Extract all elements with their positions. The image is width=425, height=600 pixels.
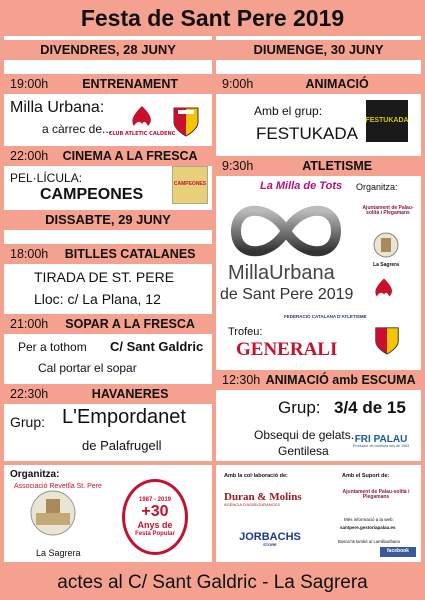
web-label: Més informació a la web: xyxy=(344,517,394,522)
event-name: BITLLES CATALANES xyxy=(64,247,196,261)
jorbachs-text: JORBACHS xyxy=(239,530,301,543)
web-link[interactable]: santpere.gestoriapalau.es xyxy=(340,525,396,530)
fripalau-logo-text: FRI PALAU xyxy=(354,433,408,445)
event-time: 12:30h xyxy=(222,373,261,387)
generali-logo: GENERALI xyxy=(236,339,338,360)
event-sopar xyxy=(4,314,212,334)
poster-title: Festa de Sant Pere 2019 xyxy=(80,5,345,31)
detail-line: Milla Urbana: xyxy=(10,99,105,116)
organizer-panel xyxy=(4,465,212,562)
event-escuma xyxy=(216,370,421,390)
badge-number: +30 xyxy=(141,503,169,521)
detail-line: PEL·LÍCULA: xyxy=(10,171,83,185)
day-friday: DIVENDRES, 28 JUNY xyxy=(4,40,212,60)
trofeu-label: Trofeu: xyxy=(228,326,263,338)
group-name: FESTUKADA xyxy=(256,124,359,143)
event-name: ANIMACIÓ amb ESCUMA xyxy=(265,373,416,387)
event-name: SOPAR A LA FRESCA xyxy=(65,317,195,331)
event-name: HAVANERES xyxy=(91,387,169,401)
association-name: Associació Revetlla St. Pere xyxy=(14,483,102,490)
ajuntament-logo-text: Ajuntament de Palau-solità i Plegamans xyxy=(342,488,410,500)
shield-icon xyxy=(170,104,202,138)
festukada-logo xyxy=(366,100,408,142)
detail-line: Gentilesa xyxy=(278,444,329,458)
event-time: 19:00h xyxy=(10,77,49,91)
infinity-logo-icon xyxy=(226,198,346,264)
association-logo xyxy=(18,481,88,543)
event-name: ENTRENAMENT xyxy=(82,77,179,91)
club-atletic-logo xyxy=(366,276,402,308)
milla-script-title: La Milla de Tots xyxy=(260,180,343,192)
federacio-logo-text: FEDERACIÓ CATALANA D'ATLETISME xyxy=(284,314,367,319)
collab-label: Amb la col·laboració de: xyxy=(224,473,288,479)
badge-text: Anys de xyxy=(137,519,173,530)
sagrera-logo-text: La Sagrera xyxy=(373,261,399,268)
event-atletisme xyxy=(216,156,421,176)
event-time: 21:00h xyxy=(10,317,49,331)
detail-line: Cal portar el sopar xyxy=(38,361,137,375)
event-time: 22:30h xyxy=(10,387,49,401)
film-title: CAMPEONES xyxy=(40,186,144,203)
event-bitlles xyxy=(4,244,212,264)
facebook-text: facebook xyxy=(387,548,409,555)
milla-brand-line1: MillaUrbana xyxy=(228,262,335,284)
organitza-label: Organitza: xyxy=(356,182,398,192)
badge-text: Festa Popular xyxy=(135,530,175,537)
day-saturday: DISSABTE, 29 JUNY xyxy=(4,210,212,230)
sagrera-logo xyxy=(366,232,406,268)
event-time: 18:00h xyxy=(10,247,49,261)
association-place: La Sagrera xyxy=(36,548,81,558)
event-name: ANIMACIÓ xyxy=(305,77,369,91)
shield-icon xyxy=(372,324,402,356)
detail-line: TIRADA DE ST. PERE xyxy=(34,269,175,285)
event-time: 22:00h xyxy=(10,149,49,163)
fripalau-logo-sub: Productor de confitura des de 1983 xyxy=(352,443,410,448)
anniversary-badge xyxy=(122,479,188,555)
ajuntament-logo-text: Ajuntament de Palau-solità i Plegamans xyxy=(362,204,414,216)
event-name: CINEMA A LA FRESCA xyxy=(62,149,198,163)
club-logo-text: CLUB ATLETIC CALDENC xyxy=(108,131,176,137)
footer-location: actes al C/ Sant Galdric - La Sagrera xyxy=(57,572,368,593)
left-column xyxy=(4,36,212,461)
festukada-logo-text: FESTUKADA xyxy=(365,117,409,125)
detail-line: a càrrec de... xyxy=(42,122,113,136)
detail-line: Grup: xyxy=(10,414,46,430)
jorbachs-sub: STORE xyxy=(263,541,277,547)
detail-line: Grup: xyxy=(278,398,321,417)
milla-brand-line2: de Sant Pere 2019 xyxy=(220,286,354,303)
event-time: 9:00h xyxy=(222,77,254,91)
facebook-label: Busca'ns també a/ Lamillaurbana xyxy=(338,539,400,544)
support-label: Amb el Suport de: xyxy=(342,473,390,479)
group-name: 3/4 de 15 xyxy=(334,398,406,417)
detail-line: Lloc: c/ La Plana, 12 xyxy=(34,291,161,307)
event-havaneres xyxy=(4,384,212,404)
film-poster-text: CAMPEONES xyxy=(173,181,207,188)
band-name: L'Empordanet xyxy=(62,406,186,428)
detail-line: Amb el grup: xyxy=(254,104,323,118)
event-time: 9:30h xyxy=(222,159,254,173)
day-sunday: DIUMENGE, 30 JUNY xyxy=(216,40,421,60)
facebook-icon[interactable] xyxy=(380,547,416,557)
duran-molins-text: Duran & Molins xyxy=(224,490,302,503)
organitza-label: Organitza: xyxy=(10,469,60,480)
ajuntament-logo xyxy=(334,483,418,507)
event-animacio xyxy=(216,74,421,94)
event-cinema xyxy=(4,146,212,166)
club-atletic-logo xyxy=(108,104,176,138)
duran-molins-logo xyxy=(224,483,320,515)
fripalau-logo xyxy=(344,426,418,456)
event-entrenament xyxy=(4,74,212,94)
jorbachs-logo xyxy=(232,523,308,555)
event-name: ATLETISME xyxy=(302,159,373,173)
badge-years: 1987 - 2019 xyxy=(138,496,172,503)
ajuntament-logo xyxy=(358,196,418,226)
detail-line: de Palafrugell xyxy=(82,438,162,453)
film-poster-image xyxy=(172,166,208,204)
sponsors-panel xyxy=(216,465,421,562)
detail-location: C/ Sant Galdric xyxy=(110,339,204,354)
duran-molins-sub: AGÈNCIA D'ASSEGURANCES xyxy=(224,501,280,507)
detail-line: Obsequi de gelats. xyxy=(254,428,355,442)
detail-line: Per a tothom xyxy=(18,340,87,354)
right-column xyxy=(216,36,421,461)
